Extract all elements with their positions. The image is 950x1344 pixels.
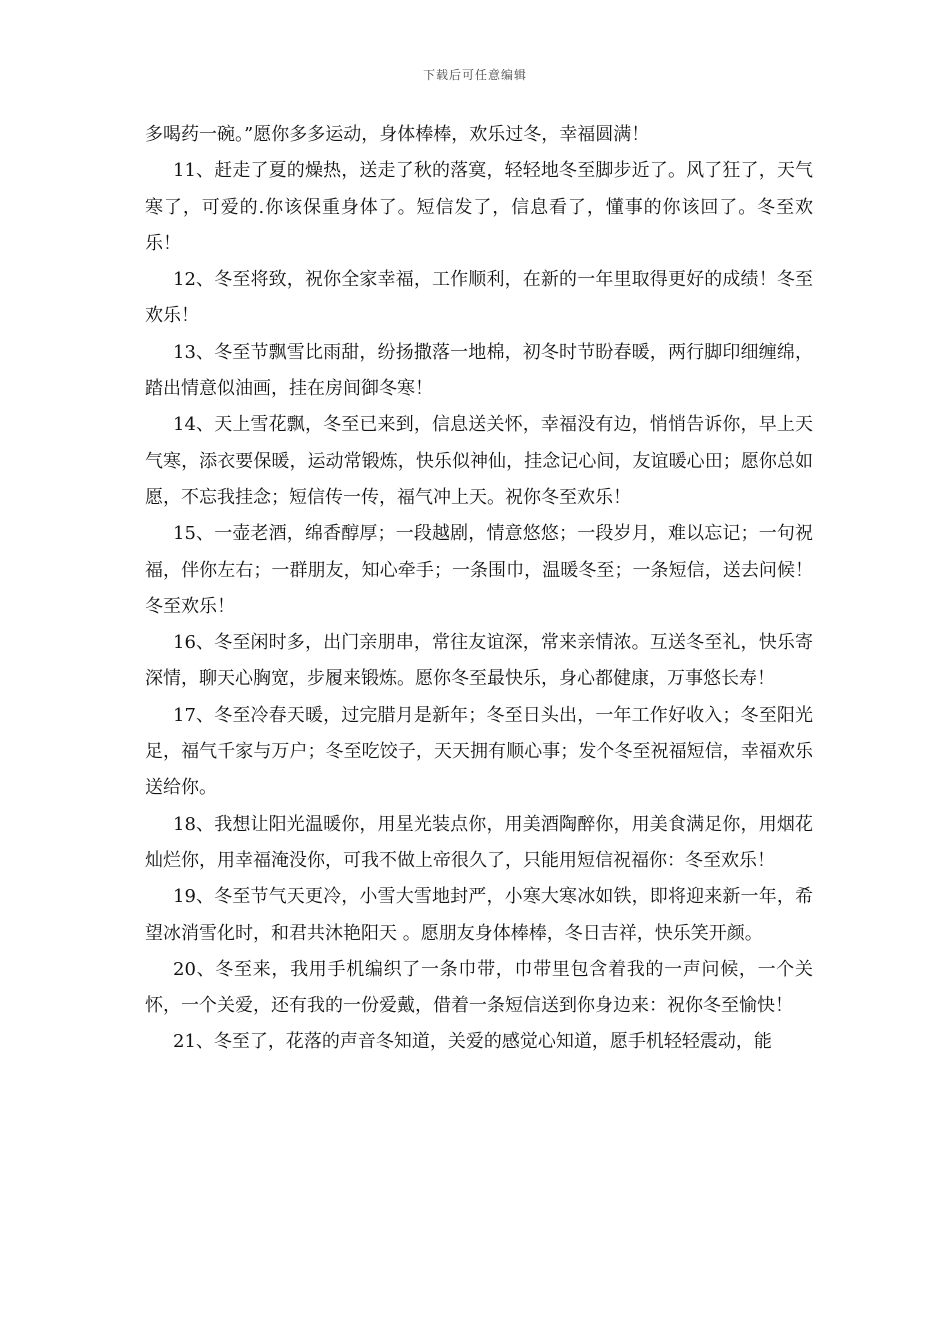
paragraph: 13、冬至节飘雪比雨甜，纷扬撒落一地棉，初冬时节盼春暖，两行脚印细缠绵，踏出情意似油画，挂在房间御冬寒！ (145, 341, 813, 400)
paragraph: 19、冬至节气天更冷，小雪大雪地封严，小寒大寒冰如铁，即将迎来新一年，希望冰消雪化时，和君共沐艳阳天 。愿朋友身体棒棒，冬日吉祥，快乐笑开颜。 (145, 886, 813, 944)
paragraph: 16、冬至闲时多，出门亲朋串，常往友谊深，常来亲情浓。互送冬至礼，快乐寄深情，聊天心胸宽，步履来锻炼。愿你冬至最快乐，身心都健康，万事悠长寿！ (145, 632, 813, 690)
paragraph: 17、冬至冷春天暖，过完腊月是新年；冬至日头出，一年工作好收入；冬至阳光足，福气千家与万户；冬至吃饺子，天天拥有顺心事；发个冬至祝福短信，幸福欢乐送给你。 (145, 704, 813, 799)
page-header: 下载后可任意编辑 (422, 68, 527, 82)
paragraph: 20、冬至来，我用手机编织了一条巾带，巾带里包含着我的一声问候，一个关怀，一个关爱，还有我的一份爱戴，借着一条短信送到你身边来：祝你冬至愉快！ (145, 958, 813, 1017)
paragraph: 21、冬至了，花落的声音冬知道，关爱的感觉心知道，愿手机轻轻震动，能 (173, 1031, 772, 1053)
paragraph: 18、我想让阳光温暖你，用星光装点你，用美酒陶醉你，用美食满足你，用烟花灿烂你，用幸福淹没你，可我不做上帝很久了，只能用短信祝福你：冬至欢乐！ (145, 813, 813, 871)
paragraph: 12、冬至将致，祝你全家幸福，工作顺利，在新的一年里取得更好的成绩！冬至欢乐！ (145, 269, 813, 327)
paragraph: 多喝药一碗。”愿你多多运动，身体棒棒，欢乐过冬，幸福圆满！ (145, 124, 650, 145)
document-body (145, 117, 813, 1061)
paragraph: 15、一壶老酒，绵香醇厚；一段越剧，情意悠悠；一段岁月，难以忘记；一句祝福，伴你左右；一群朋友，知心牵手；一条围巾，温暖冬至；一条短信，送去问候！冬至欢乐！ (145, 523, 813, 617)
paragraph: 14、天上雪花飘，冬至已来到，信息送关怀，幸福没有边，悄悄告诉你，早上天气寒，添衣要保暖，运动常锻炼，快乐似神仙，挂念记心间，友谊暖心田；愿你总如愿，不忘我挂念；短信传一传，福气冲上天。祝你冬至欢乐！ (145, 414, 813, 508)
paragraph: 11、赶走了夏的燥热，送走了秋的落寞，轻轻地冬至脚步近了。风了狂了，天气寒了，可爱的.你该保重身体了。短信发了，信息看了，懂事的你该回了。冬至欢乐！ (145, 160, 813, 254)
